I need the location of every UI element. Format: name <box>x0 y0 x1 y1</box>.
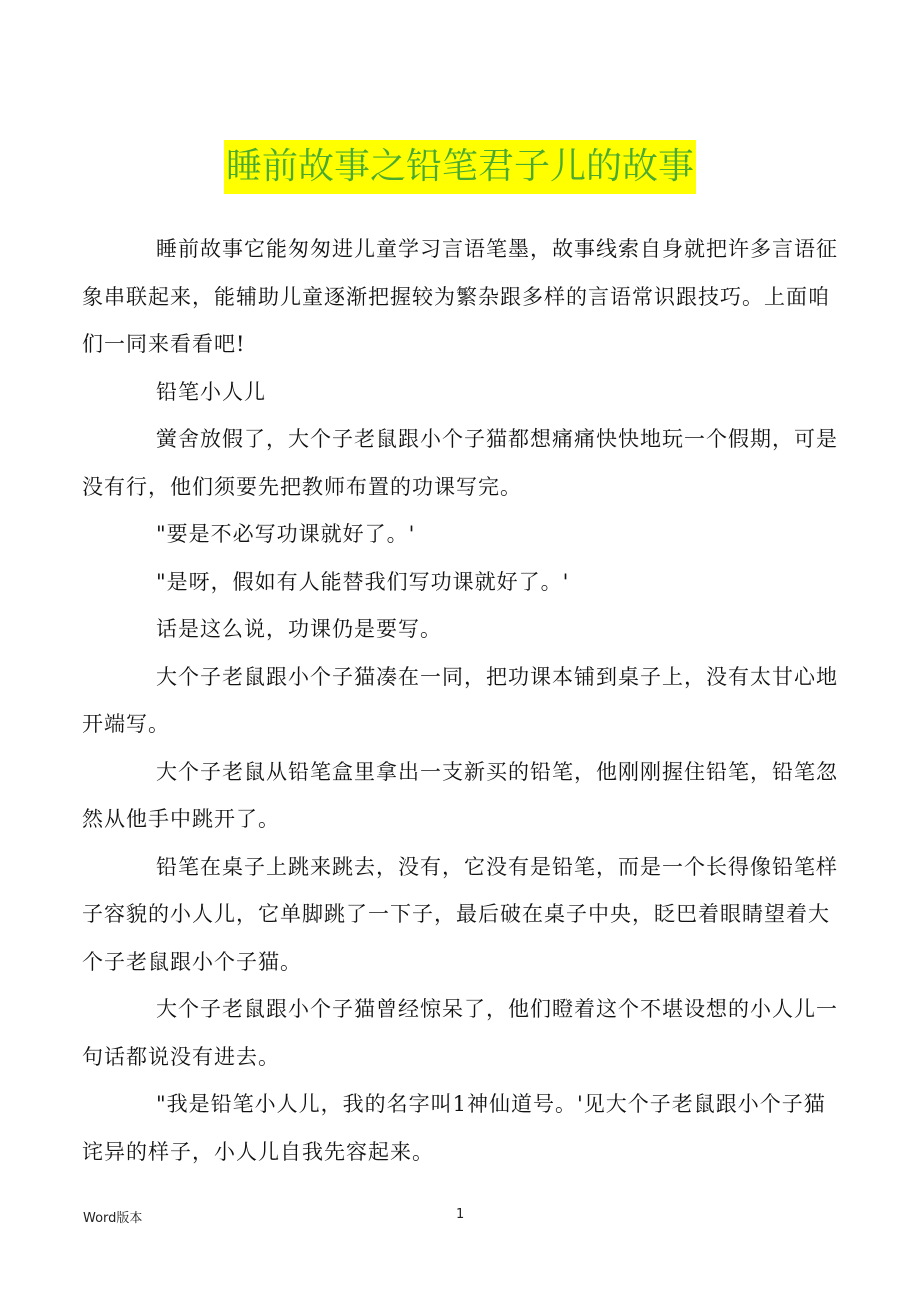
paragraph: "要是不必写功课就好了。' <box>156 522 416 546</box>
document-body <box>82 226 842 1176</box>
paragraph: 大个子老鼠从铅笔盒里拿出一支新买的铅笔，他刚刚握住铅笔，铅笔忽然从他手中跳开了。 <box>82 759 838 831</box>
paragraph-heading: 铅笔小人儿 <box>156 379 266 404</box>
title-container <box>0 140 920 194</box>
document-title: 睡前故事之铅笔君子儿的故事 <box>224 140 696 194</box>
paragraph: "是呀，假如有人能替我们写功课就好了。' <box>156 569 570 594</box>
paragraph: 铅笔在桌子上跳来跳去，没有，它没有是铅笔，而是一个长得像铅笔样子容貌的小人儿，它单脚跳了一下子，最后破在桌子中央，眨巴着眼睛望着大个子老鼠跟小个子猫。 <box>82 854 838 974</box>
paragraph-intro: 睡前故事它能匆匆进儿童学习言语笔墨，故事线索自身就把许多言语征象串联起来，能辅助儿童逐渐把握较为繁杂跟多样的言语常识跟技巧。上面咱们一同来看看吧! <box>82 237 838 356</box>
paragraph: 大个子老鼠跟小个子猫曾经惊呆了，他们瞪着这个不堪设想的小人儿一句话都说没有进去。 <box>82 997 838 1069</box>
page-number: 1 <box>456 1207 465 1222</box>
paragraph: 大个子老鼠跟小个子猫凑在一同，把功课本铺到桌子上，没有太甘心地开端写。 <box>82 664 838 736</box>
paragraph: 话是这么说，功课仍是要写。 <box>156 617 442 641</box>
paragraph: 黉舍放假了，大个子老鼠跟小个子猫都想痛痛快快地玩一个假期，可是没有行，他们须要先把教师布置的功课写完。 <box>82 427 838 499</box>
paragraph: "我是铅笔小人儿，我的名字叫1神仙道号。'见大个子老鼠跟小个子猫诧异的样子，小人儿自我先容起来。 <box>82 1092 826 1164</box>
footer-label: Word版本 <box>83 1211 143 1226</box>
